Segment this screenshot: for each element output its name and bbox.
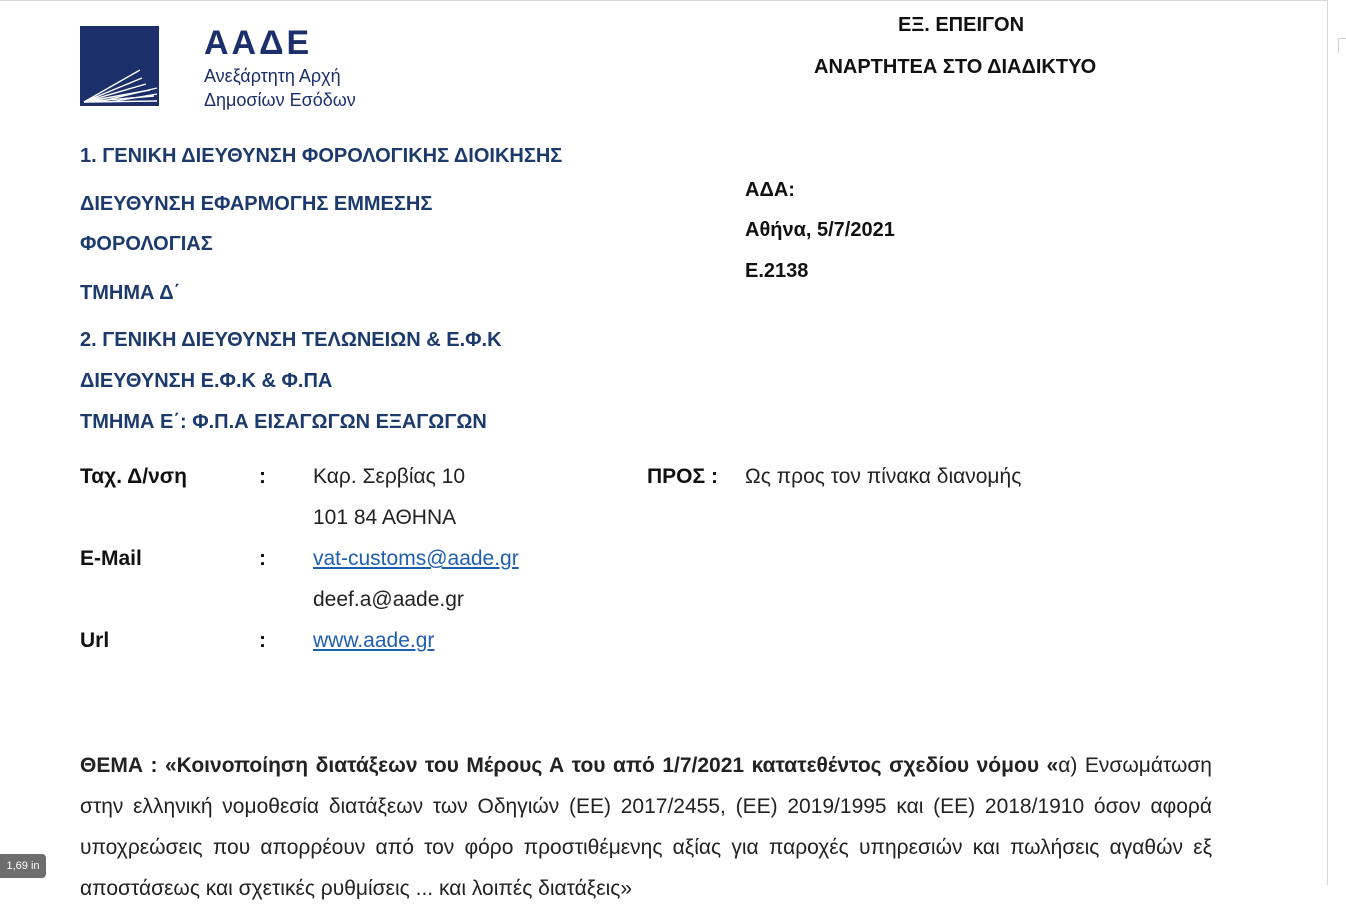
aade-logo xyxy=(80,26,380,110)
department-line-5: 2. ΓΕΝΙΚΗ ΔΙΕΥΘΥΝΣΗ ΤΕΛΩΝΕΙΩΝ & Ε.Φ.Κ xyxy=(80,329,502,351)
department-line-1: 1. ΓΕΝΙΚΗ ΔΙΕΥΘΥΝΣΗ ΦΟΡΟΛΟΓΙΚΗΣ ΔΙΟΙΚΗΣΗΣ xyxy=(80,145,563,167)
ada-label: ΑΔΑ: xyxy=(745,179,795,201)
ruler-corner-mark xyxy=(1338,38,1346,53)
subject-lead: ΘΕΜΑ : «Κοινοποίηση διατάξεων του Μέρους Α του από 1/7/2021 κατατεθέντος σχεδίου νόμου « xyxy=(80,754,1059,777)
address-line-2: 101 84 ΑΘΗΝΑ xyxy=(313,506,457,529)
department-line-3: ΦΟΡΟΛΟΓΙΑΣ xyxy=(80,233,213,255)
ruler-position-indicator: 1,69 in xyxy=(0,854,46,878)
department-line-4: ΤΜΗΜΑ Δ΄ xyxy=(80,282,181,304)
department-line-6: ΔΙΕΥΘΥΝΣΗ Ε.Φ.Κ & Φ.ΠΑ xyxy=(80,370,333,392)
aade-logo-mark-icon xyxy=(80,26,159,106)
address-label: Ταχ. Δ/νση xyxy=(80,465,187,488)
urgent-label: ΕΞ. ΕΠΕΙΓΟΝ xyxy=(898,14,1025,36)
email-label: E-Mail xyxy=(80,547,142,570)
publish-online-label: ΑΝΑΡΤΗΤΕΑ ΣΤΟ ΔΙΑΔΙΚΤΥΟ xyxy=(814,56,1097,78)
document-date: Αθήνα, 5/7/2021 xyxy=(745,219,895,241)
page-top-edge xyxy=(0,0,1328,1)
url-colon: : xyxy=(259,629,266,652)
email-link-vat-customs[interactable]: vat-customs@aade.gr xyxy=(313,547,519,570)
department-line-7: ΤΜΗΜΑ Ε΄: Φ.Π.Α ΕΙΣΑΓΩΓΩΝ ΕΞΑΓΩΓΩΝ xyxy=(80,411,487,433)
email-colon: : xyxy=(259,547,266,570)
email-deef: deef.a@aade.gr xyxy=(313,588,464,611)
logo-name: ΑΑΔΕ xyxy=(204,24,313,62)
page-right-edge xyxy=(1327,0,1328,885)
recipient-value: Ως προς τον πίνακα διανομής xyxy=(745,465,1022,488)
logo-subtitle-line2: Δημοσίων Εσόδων xyxy=(204,90,356,110)
url-label: Url xyxy=(80,629,110,652)
subject-body: α) Ενσωμάτωση στην ελληνική νομοθεσία διατάξεων των Οδηγιών (ΕΕ) 2017/2455, (ΕΕ) 2019/1995 και (ΕΕ) 2018/1910 όσον αφορά υποχρεώσεις που απορρέουν από τον φόρο προστιθέμενης αξίας για παροχές υπηρεσιών και πωλήσεις αγαθών εξ αποστάσεως και σχετικές ρυθμίσεις ... και λοιπές διατάξεις» xyxy=(80,754,1212,900)
address-colon: : xyxy=(259,465,266,488)
subject-paragraph xyxy=(80,745,1212,909)
address-line-1: Καρ. Σερβίας 10 xyxy=(313,465,465,488)
website-link[interactable]: www.aade.gr xyxy=(313,629,435,652)
recipient-label: ΠΡΟΣ : xyxy=(647,465,718,488)
protocol-number: Ε.2138 xyxy=(745,260,809,282)
department-line-2: ΔΙΕΥΘΥΝΣΗ ΕΦΑΡΜΟΓΗΣ ΕΜΜΕΣΗΣ xyxy=(80,193,433,215)
logo-subtitle-line1: Ανεξάρτητη Αρχή xyxy=(204,66,341,86)
